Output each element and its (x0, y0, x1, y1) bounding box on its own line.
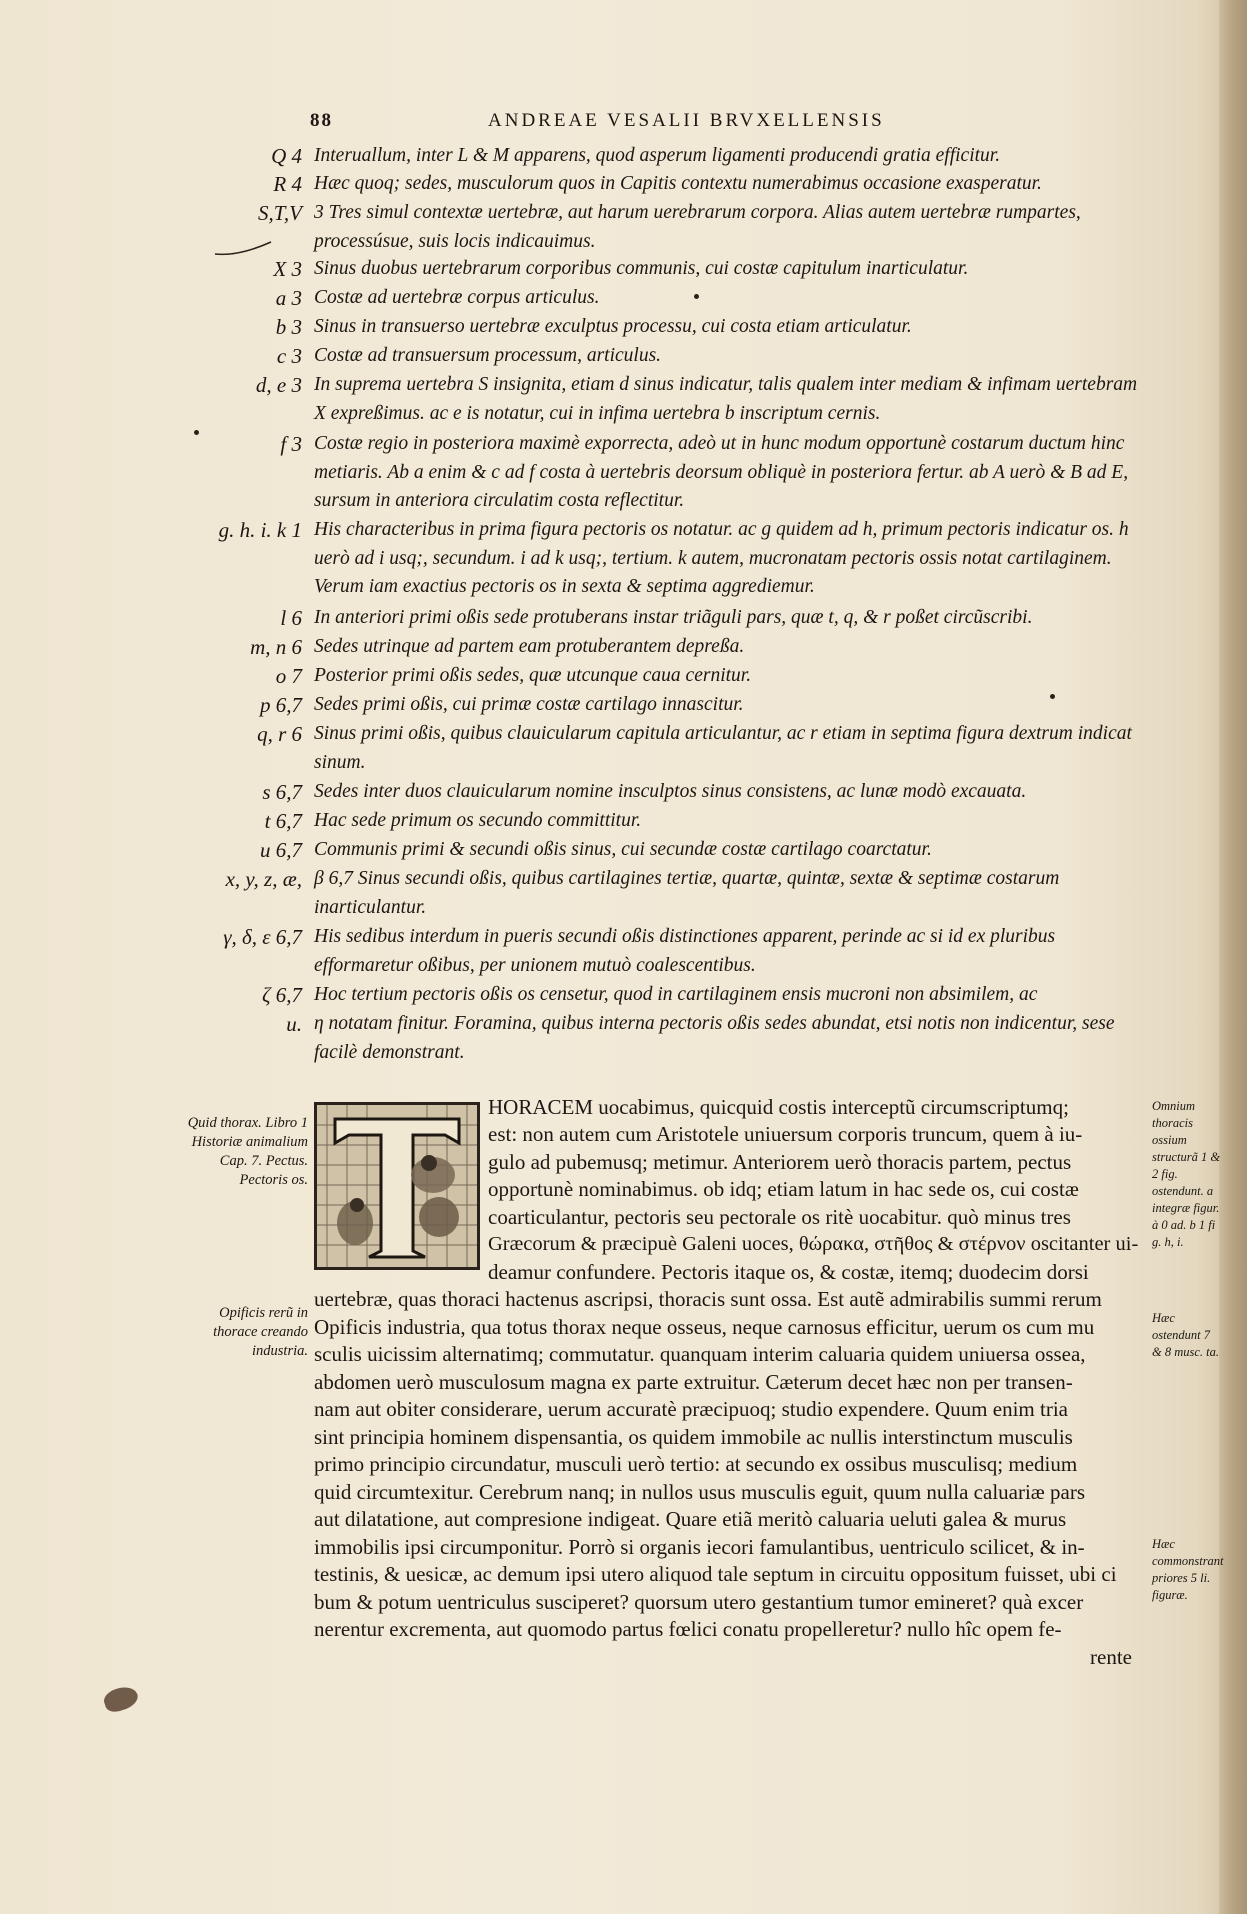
legend-key: b 3 (275, 315, 302, 339)
text-line: testinis, & uesicæ, ac demum ipsi utero aliquod tale septum in circuitu oppositum fuisset, ubi ci (314, 1562, 1117, 1586)
margin-note-right: Omnium thoracis ossium structurã 1 & 2 fig. ostendunt. a integræ figur. à 0 ad. b 1 fi g. h, i. (1152, 1099, 1221, 1249)
text-line: sint principia hominem dispensantia, os quidem immobile ac nullis interstinctum musculis (314, 1425, 1073, 1449)
legend-text: Sedes inter duos clauicularum nomine insculptos sinus consistens, ac lunæ modò excauata. (314, 781, 1027, 802)
legend-key: p 6,7 (260, 693, 302, 717)
legend-text: Posterior primi oßis sedes, quæ utcunque caua cernitur. (314, 665, 752, 686)
margin-note-right: Hæc commonstrant priores 5 li. figuræ. (1152, 1537, 1224, 1602)
legend-key: g. h. i. k 1 (218, 518, 302, 542)
text-line: abdomen uerò musculosum magna ex parte extruitur. Cæterum decet hæc non per transen- (314, 1370, 1073, 1394)
running-title: ANDREAE VESALII BRVXELLENSIS (488, 110, 885, 131)
text-line: gulo ad pubemusq; metimur. Anteriorem uerò thoracis partem, pectus (488, 1150, 1072, 1174)
historiated-initial (314, 1102, 480, 1270)
legend-text: His characteribus in prima figura pectoris os notatur. ac g quidem ad h, primum pectoris indicatur os. h uerò ad i usq;, secundum. i ad k usq;, tertium. k autem, mucronatam pectoris ossis notat cartilaginem. Verum iam exactius pectoris os in sexta & septima aggrediemur. (314, 519, 1129, 597)
text-line: quid circumtexitur. Cerebrum nanq; in nullos usus musculis eguit, quum nulla caluariæ pars (314, 1480, 1086, 1504)
legend-key: γ, δ, ε 6,7 (223, 925, 302, 949)
text-line: HORACEM uocabimus, quicquid costis interceptũ circumscriptumq; (488, 1095, 1069, 1119)
legend-key: x, y, z, æ, (225, 867, 302, 891)
legend-text: Costæ ad transuersum processum, articulus. (314, 345, 662, 366)
ink-dot (1050, 694, 1055, 699)
legend-key: ζ 6,7 (261, 983, 302, 1007)
legend-text: Sinus in transuerso uertebræ exculptus processu, cui costa etiam articulatur. (314, 316, 912, 337)
margin-note-left: Opificis rerũ in thorace creando industria. (213, 1305, 308, 1359)
legend-text: Interuallum, inter L & M apparens, quod asperum ligamenti producendi gratia efficitur. (314, 145, 1001, 166)
legend-text: In suprema uertebra S insignita, etiam d sinus indicatur, talis qualem inter mediam & infimam uertebram X expreßimus. ac e is notatur, cui in infima uertebra b inscriptum cernis. (314, 374, 1138, 424)
legend-key: t 6,7 (264, 809, 302, 833)
margin-note-left: Quid thorax. Libro 1 Historiæ animalium Cap. 7. Pectus. Pectoris os. (187, 1115, 308, 1188)
legend-key: f 3 (280, 432, 302, 456)
legend-text: 3 Tres simul contextæ uertebræ, aut harum uerebrarum corpora. Alias autem uertebræ rumpartes, processúsue, suis locis indicauimus. (314, 202, 1081, 252)
text-line: rente (1090, 1645, 1132, 1669)
legend-key: o 7 (275, 664, 302, 688)
legend-key: u. (286, 1012, 302, 1036)
legend-entry (0, 199, 1150, 259)
page-gutter (1219, 0, 1247, 1914)
legend-text: Costæ regio in posteriora maximè exporrecta, adeò ut in hunc modum opportunè costarum ductum hinc metiaris. Ab a enim & c ad f costa à uertebris deorsum obliquè in posteriora fertur. ab A uerò & B ad E, sursum in anteriora circulatim costa reflectitur. (314, 433, 1129, 511)
margin-note-right: Hæc ostendunt 7 & 8 musc. ta. (1152, 1311, 1220, 1359)
legend-key: c 3 (276, 344, 302, 368)
margin-flourish (213, 240, 273, 258)
legend-text: Costæ ad uertebræ corpus articulus. (314, 287, 600, 308)
text-line: nerentur excrementa, aut quomodo partus fœlici conatu propelleretur? nullo hîc opem fe- (314, 1617, 1062, 1641)
text-line: aut dilatatione, aut compresione indigeat. Quare etiã meritò caluaria ueluti galea & murus (314, 1507, 1067, 1531)
legend-key: l 6 (280, 606, 302, 630)
legend-text: Hæc quoq; sedes, musculorum quos in Capitis contextu numerabimus occasione exasperatur. (314, 173, 1042, 194)
legend-text: In anteriori primi oßis sede protuberans instar triãguli pars, quæ t, q, & r poßet circũscribi. (314, 607, 1033, 628)
text-line: nam aut obiter considerare, uerum accuratè præcipuoq; studio expendere. Quum enim tria (314, 1397, 1068, 1421)
legend-text: Sedes utrinque ad partem eam protuberantem depreßa. (314, 636, 745, 657)
legend-text: His sedibus interdum in pueris secundi oßis distinctiones apparent, perinde ac si id ex pluribus efformaretur oßibus, per unionem mutuò coalescentibus. (314, 926, 1056, 976)
text-line: primo principio circundatur, musculi uerò tertio: at secundo ex ossibus musculisq; medium (314, 1452, 1078, 1476)
legend-text: β 6,7 Sinus secundi oßis, quibus cartilagines tertiæ, quartæ, quintæ, sextæ & septimæ costarum inarticulantur. (314, 868, 1060, 918)
legend-text: Communis primi & secundi oßis sinus, cui secundæ costæ cartilago coarctatur. (314, 839, 932, 860)
legend-key: S,T,V (258, 201, 302, 225)
legend-text: Sinus primi oßis, quibus clauicularum capitula articulantur, ac r etiam in septima figura dextrum indicat sinum. (314, 723, 1132, 773)
legend-entry (0, 430, 1150, 511)
text-line: coarticulantur, pectoris seu pectorale os ritè uocabitur. quò minus tres (488, 1205, 1071, 1229)
legend-text: Hac sede primum os secundo committitur. (314, 810, 642, 831)
legend-entry (0, 371, 1150, 431)
text-line: Opificis industria, qua totus thorax neque osseus, neque carnosus efficitur, uerum os cum mu (314, 1315, 1095, 1339)
legend-entry (0, 865, 1150, 925)
legend-text: Sinus duobus uertebrarum corporibus communis, cui costæ capitulum inarticulatur. (314, 258, 969, 279)
text-line: bum & potum uentriculus susciperet? quorsum utero gestantium tumor emineret? quà excer (314, 1590, 1084, 1614)
running-header (310, 110, 970, 134)
folio-number: 88 (310, 110, 333, 131)
text-line: uertebræ, quas thoraci hactenus ascripsi, thoracis sunt ossa. Est autẽ admirabilis summi rerum (314, 1287, 1102, 1311)
legend-entry (0, 923, 1150, 983)
legend-key: q, r 6 (257, 722, 302, 746)
ink-dot (194, 430, 199, 435)
legend-key: u 6,7 (260, 838, 302, 862)
legend-entry (0, 1010, 1150, 1070)
legend-entry (0, 516, 1150, 597)
ink-dot (694, 294, 699, 299)
legend-key: a 3 (275, 286, 302, 310)
text-line: sculis uicissim alternatimq; commutatur. quanquam interim caluaria quidem uniuersa ossea, (314, 1342, 1086, 1366)
legend-key: s 6,7 (262, 780, 302, 804)
text-line: immobilis ipsi circumponitur. Porrò si organis iecori famulantibus, uentriculo scilicet, & in- (314, 1535, 1085, 1559)
legend-text: Sedes primi oßis, cui primæ costæ cartilago innascitur. (314, 694, 744, 715)
text-line: Græcorum & præcipuè Galeni uoces, θώρακα, στῆθος & στέρνον oscitanter ui- (488, 1233, 1139, 1255)
text-line: opportunè nominabimus. ob idq; etiam latum in hac sede os, cui costæ (488, 1177, 1079, 1201)
legend-key: X 3 (273, 257, 302, 281)
ink-stain (101, 1683, 140, 1714)
legend-key: d, e 3 (255, 373, 302, 397)
legend-entry (0, 720, 1150, 780)
legend-key: m, n 6 (250, 635, 302, 659)
text-line: deamur confundere. Pectoris itaque os, & costæ, itemq; duodecim dorsi (488, 1260, 1089, 1284)
text-line: est: non autem cum Aristotele uniuersum corporis truncum, quem à iu- (488, 1122, 1083, 1146)
legend-text: η notatam finitur. Foramina, quibus interna pectoris oßis sedes abundat, etsi notis non indicentur, sese facilè demonstrant. (314, 1013, 1115, 1063)
legend-key: R 4 (273, 172, 302, 196)
legend-text: Hoc tertium pectoris oßis os censetur, quod in cartilaginem ensis mucroni non absimilem, ac (314, 984, 1038, 1005)
legend-key: Q 4 (271, 144, 302, 168)
woodcut-illustration (317, 1105, 477, 1267)
